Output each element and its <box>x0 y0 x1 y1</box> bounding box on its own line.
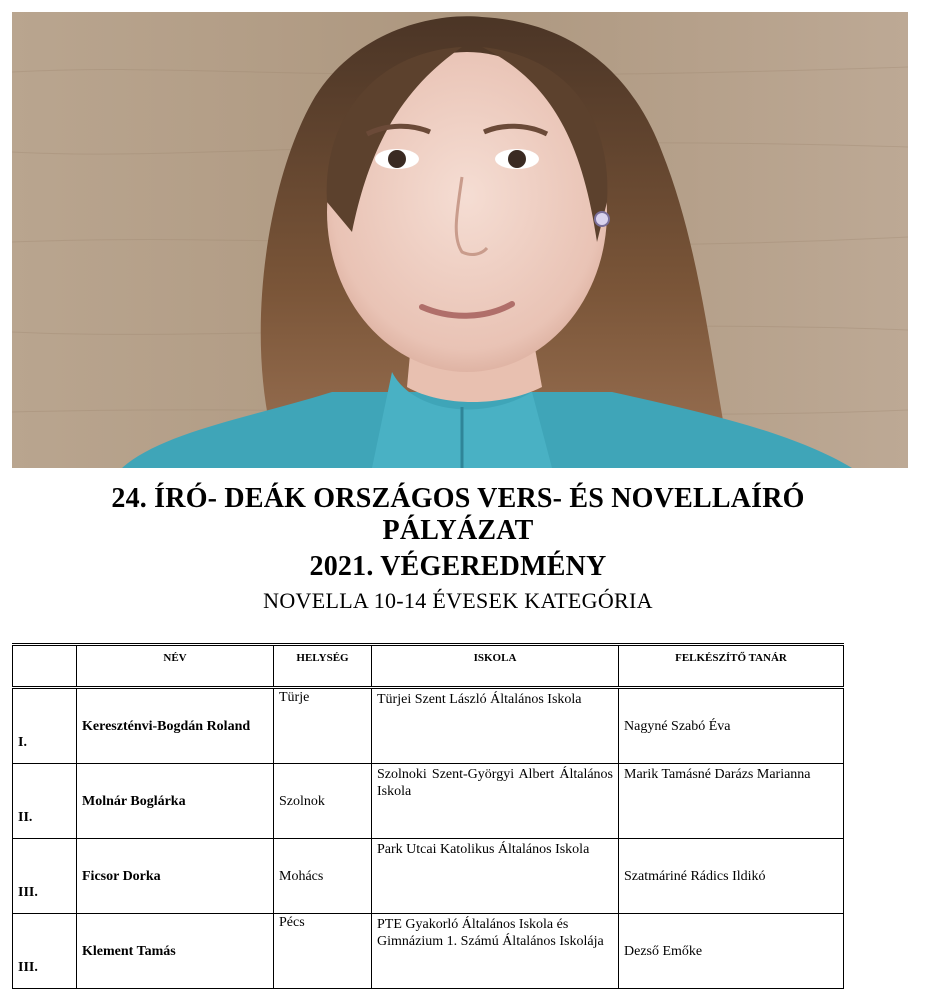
column-header-place: HELYSÉG <box>274 645 372 688</box>
place-cell: Mohács <box>274 839 372 914</box>
name-cell: Klement Tamás <box>77 914 274 989</box>
teacher-cell: Szatmáriné Rádics Ildikó <box>619 839 844 914</box>
name-cell: Molnár Boglárka <box>77 764 274 839</box>
name-cell: Ficsor Dorka <box>77 839 274 914</box>
category-subtitle: NOVELLA 10-14 ÉVESEK KATEGÓRIA <box>263 588 653 613</box>
portrait-photo <box>12 12 908 468</box>
table-row <box>13 839 844 914</box>
table-row <box>13 688 844 764</box>
teacher-cell: Nagyné Szabó Éva <box>619 688 844 764</box>
table-row <box>13 764 844 839</box>
place-cell: Pécs <box>274 914 372 989</box>
page-title-line-3: 2021. VÉGEREDMÉNY <box>309 551 607 582</box>
column-header-rank <box>13 645 77 688</box>
school-cell: Szolnoki Szent-Györgyi Albert Általános Iskola <box>372 764 619 839</box>
school-cell: Park Utcai Katolikus Általános Iskola <box>372 839 619 914</box>
teacher-cell: Marik Tamásné Darázs Marianna <box>619 764 844 839</box>
name-cell: Kereszténvi-Bogdán Roland <box>77 688 274 764</box>
school-cell: PTE Gyakorló Általános Iskola és Gimnázium 1. Számú Általános Iskolája <box>372 914 619 989</box>
place-cell: Szolnok <box>274 764 372 839</box>
table-row <box>13 914 844 989</box>
column-header-school: ISKOLA <box>372 645 619 688</box>
rank-cell: III. <box>13 914 77 989</box>
page-title-line-1: 24. ÍRÓ- DEÁK ORSZÁGOS VERS- ÉS NOVELLAÍRÓ <box>111 483 805 514</box>
portrait-photo-icon <box>12 12 908 468</box>
rank-cell: II. <box>13 764 77 839</box>
place-cell: Türje <box>274 688 372 764</box>
school-cell: Türjei Szent László Általános Iskola <box>372 688 619 764</box>
rank-cell: III. <box>13 839 77 914</box>
rank-cell: I. <box>13 688 77 764</box>
teacher-cell: Dezső Emőke <box>619 914 844 989</box>
column-header-name: NÉV <box>77 645 274 688</box>
results-table <box>12 643 844 989</box>
page-title-line-2: PÁLYÁZAT <box>382 515 534 546</box>
table-header-row <box>13 645 844 688</box>
column-header-teacher: FELKÉSZÍTŐ TANÁR <box>619 645 844 688</box>
